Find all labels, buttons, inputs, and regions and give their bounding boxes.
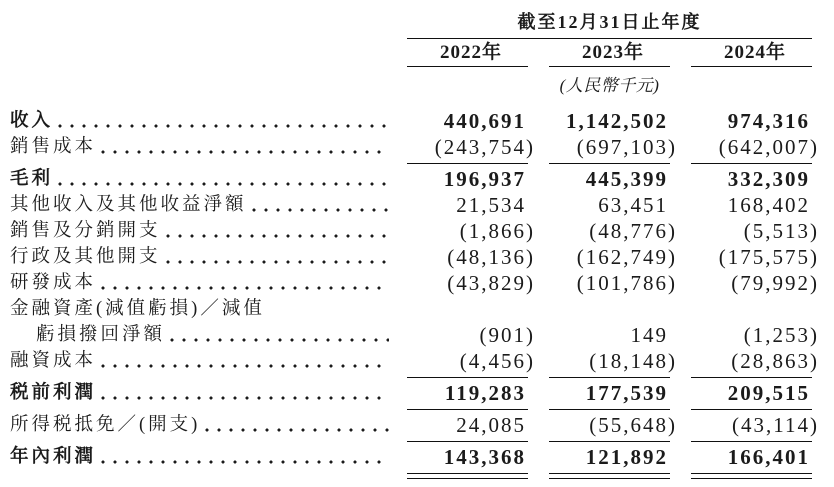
- dot-leader: [101, 460, 389, 464]
- row-label: 銷售成本: [10, 137, 97, 157]
- value-text: (1,253): [743, 323, 819, 347]
- value-text: (901): [479, 323, 535, 347]
- row-label-area: [10, 271, 395, 296]
- row-label: 行政及其他開支: [10, 247, 161, 267]
- value-text: 209,515: [727, 381, 810, 405]
- value-text: (48,136): [447, 245, 535, 269]
- value-cell: [407, 323, 535, 348]
- value-cell: [549, 245, 677, 270]
- row-label-area: [10, 135, 395, 160]
- income-statement-table: [0, 109, 834, 470]
- value-text: 149: [630, 323, 668, 347]
- row-label: 其他收入及其他收益淨額: [10, 195, 247, 215]
- row-label-area: [10, 413, 395, 438]
- value-text: 143,368: [443, 445, 526, 469]
- row-label-area: [10, 245, 395, 270]
- dot-leader: [58, 124, 389, 128]
- table-row: [0, 193, 834, 218]
- dot-leader: [166, 234, 389, 238]
- dot-leader: [101, 396, 389, 400]
- value-cell: [549, 297, 677, 322]
- value-cell: [407, 413, 535, 438]
- value-cell: [691, 193, 819, 218]
- currency-note: (人民幣千元): [559, 76, 660, 95]
- year-header-row: [407, 42, 834, 64]
- row-label: 年內利潤: [10, 447, 97, 467]
- value-cell: [549, 381, 677, 406]
- row-label-area: [10, 219, 395, 244]
- table-row: [0, 349, 834, 374]
- value-cell: [407, 109, 535, 134]
- value-cell: [407, 167, 535, 192]
- value-cell: [407, 193, 535, 218]
- value-text: (48,776): [589, 219, 677, 243]
- value-cell: [549, 323, 677, 348]
- value-text: (43,114): [732, 413, 819, 437]
- row-label: 金融資產(減值虧損)／減值: [10, 299, 265, 319]
- value-cell: [691, 413, 819, 438]
- value-cell: [549, 135, 677, 160]
- value-text: (175,575): [718, 245, 819, 269]
- row-label: 融資成本: [10, 351, 97, 371]
- value-text: (28,863): [731, 349, 819, 373]
- value-cell: [407, 349, 535, 374]
- table-row: [0, 167, 834, 192]
- value-text: (4,456): [459, 349, 535, 373]
- row-label: 虧損撥回淨額: [36, 325, 166, 345]
- row-label-area: [10, 167, 395, 192]
- row-label: 銷售及分銷開支: [10, 221, 161, 241]
- table-row: [0, 109, 834, 134]
- value-text: (162,749): [576, 245, 677, 269]
- table-row: [0, 381, 834, 406]
- value-cell: [407, 219, 535, 244]
- value-cell: [549, 219, 677, 244]
- row-label-area: [10, 193, 395, 218]
- value-cell: [407, 135, 535, 160]
- value-text: (79,992): [731, 271, 819, 295]
- value-cell: [407, 271, 535, 296]
- row-label-area: [10, 381, 395, 406]
- table-row: [0, 297, 834, 322]
- value-text: (243,754): [434, 135, 535, 159]
- value-text: 166,401: [727, 445, 810, 469]
- period-header: [407, 8, 812, 39]
- value-text: 21,534: [456, 193, 526, 217]
- year-column-2024: 2024年: [691, 42, 819, 64]
- period-header-text: 截至12月31日止年度: [517, 12, 702, 32]
- value-cell: [691, 349, 819, 374]
- value-text: (697,103): [576, 135, 677, 159]
- year-column-2023: 2023年: [549, 42, 677, 64]
- dot-leader: [101, 286, 389, 290]
- value-cell: [407, 245, 535, 270]
- value-text: 177,539: [585, 381, 668, 405]
- dot-leader: [101, 150, 389, 154]
- value-text: 168,402: [727, 193, 810, 217]
- value-text: (18,148): [589, 349, 677, 373]
- value-cell: [407, 381, 535, 406]
- value-text: (5,513): [743, 219, 819, 243]
- value-text: (1,866): [459, 219, 535, 243]
- value-cell: [691, 167, 819, 192]
- value-cell: [691, 109, 819, 134]
- value-cell: [691, 297, 819, 322]
- value-text: (642,007): [718, 135, 819, 159]
- dot-leader: [205, 428, 389, 432]
- row-label-area: [10, 109, 395, 134]
- value-cell: [691, 381, 819, 406]
- value-text: 332,309: [727, 167, 810, 191]
- row-label: 毛利: [10, 169, 54, 189]
- table-row: [0, 135, 834, 160]
- table-row: [0, 219, 834, 244]
- value-cell: [549, 271, 677, 296]
- value-cell: [691, 219, 819, 244]
- value-text: 119,283: [444, 381, 526, 405]
- dot-leader: [58, 182, 389, 186]
- value-text: 445,399: [585, 167, 668, 191]
- dot-leader: [170, 338, 389, 342]
- row-label: 研發成本: [10, 273, 97, 293]
- value-cell: [691, 245, 819, 270]
- row-label-area: [10, 297, 395, 322]
- value-cell: [691, 271, 819, 296]
- dot-leader: [101, 364, 389, 368]
- row-label: 所得税抵免／(開支): [10, 415, 201, 435]
- row-label: 收入: [10, 111, 54, 131]
- value-cell: [549, 167, 677, 192]
- year-column-2022: 2022年: [407, 42, 535, 64]
- value-text: 63,451: [598, 193, 668, 217]
- value-text: 974,316: [727, 109, 810, 133]
- value-cell: [407, 445, 535, 470]
- value-text: 121,892: [585, 445, 668, 469]
- table-row: [0, 271, 834, 296]
- value-cell: [691, 323, 819, 348]
- dot-leader: [166, 260, 389, 264]
- value-text: 196,937: [443, 167, 526, 191]
- value-cell: [691, 445, 819, 470]
- row-label-area: [10, 445, 395, 470]
- value-cell: [549, 445, 677, 470]
- value-cell: [691, 135, 819, 160]
- value-text: 1,142,502: [566, 109, 668, 133]
- table-row: [0, 445, 834, 470]
- value-cell: [549, 349, 677, 374]
- dot-leader: [252, 208, 389, 212]
- row-label-area: [10, 349, 395, 374]
- value-cell: [549, 413, 677, 438]
- value-cell: [407, 297, 535, 322]
- value-text: 440,691: [443, 109, 526, 133]
- value-text: (55,648): [589, 413, 677, 437]
- value-cell: [549, 109, 677, 134]
- value-text: 24,085: [456, 413, 526, 437]
- table-row: [0, 413, 834, 438]
- value-cell: [549, 193, 677, 218]
- value-text: (43,829): [447, 271, 535, 295]
- row-label: 税前利潤: [10, 383, 97, 403]
- row-label-area: [10, 323, 395, 348]
- value-text: (101,786): [576, 271, 677, 295]
- table-row: [0, 245, 834, 270]
- table-row: [0, 323, 834, 348]
